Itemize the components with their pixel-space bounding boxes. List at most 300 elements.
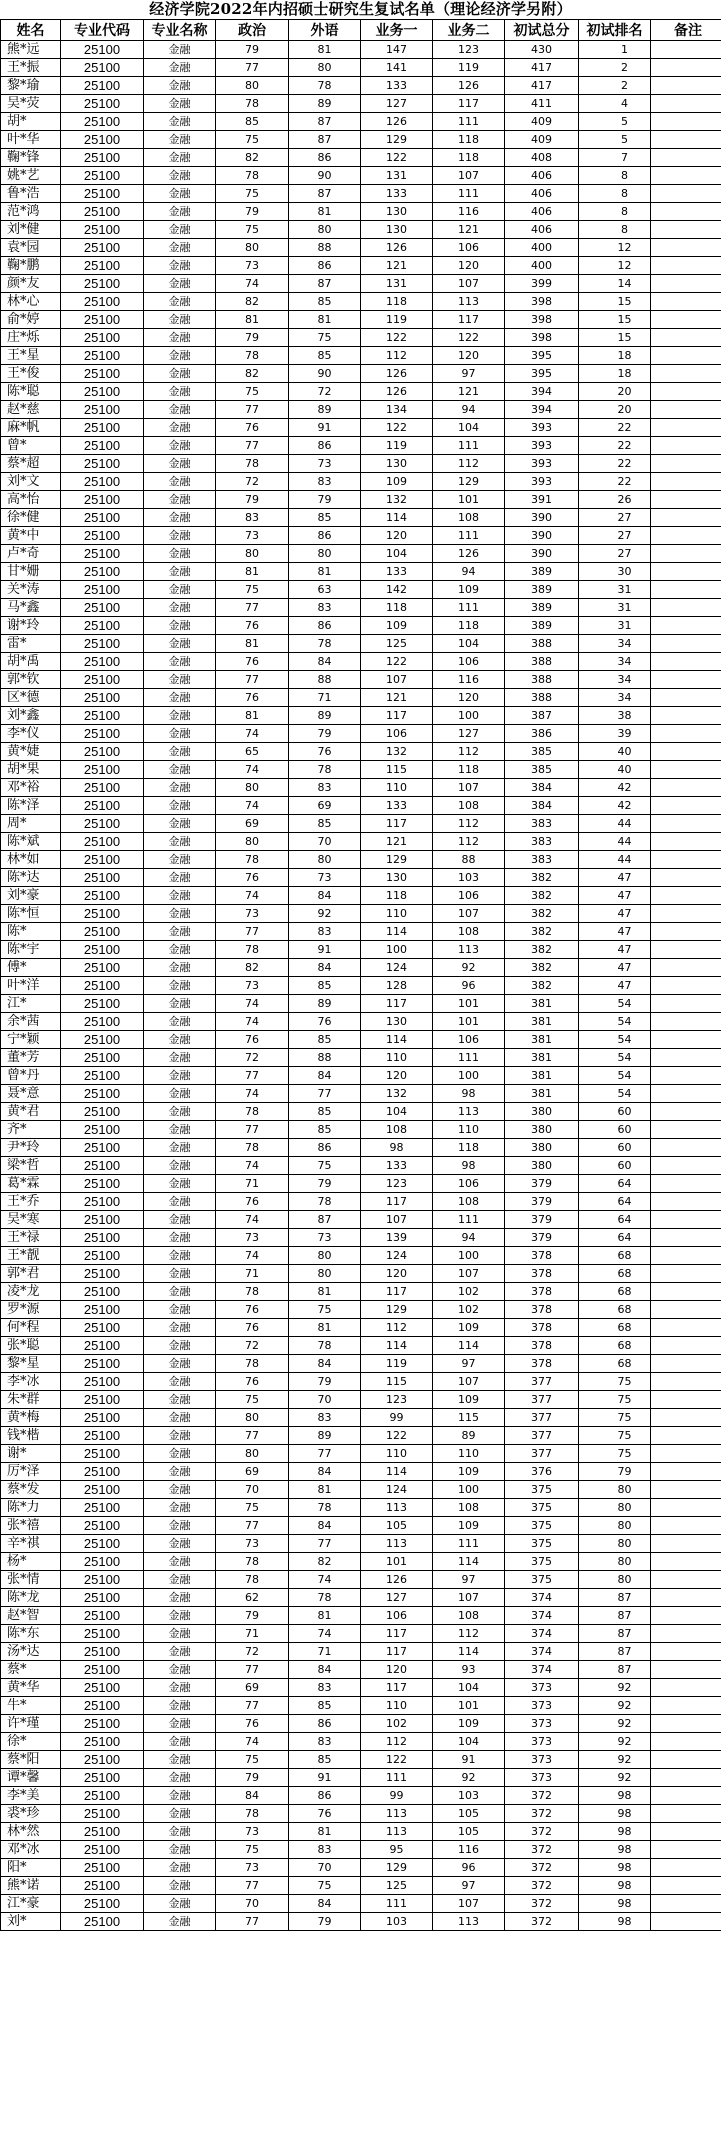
table-row <box>1 1373 721 1391</box>
major-code-cell: 25100 <box>61 401 144 419</box>
name-cell: 余*茜 <box>1 1013 61 1031</box>
politics-cell: 65 <box>216 743 289 761</box>
total-score-cell: 373 <box>505 1751 579 1769</box>
major-name-cell: 金融 <box>144 1895 216 1913</box>
major-code-cell: 25100 <box>61 1211 144 1229</box>
politics-cell: 79 <box>216 1769 289 1787</box>
subject-two-cell: 98 <box>433 1157 505 1175</box>
total-score-cell: 372 <box>505 1805 579 1823</box>
remarks-cell <box>651 1319 721 1337</box>
foreign-language-cell: 79 <box>289 1913 361 1931</box>
major-code-cell: 25100 <box>61 1121 144 1139</box>
total-score-cell: 382 <box>505 887 579 905</box>
subject-one-cell: 117 <box>361 1643 433 1661</box>
major-code-cell: 25100 <box>61 1157 144 1175</box>
total-score-cell: 372 <box>505 1913 579 1931</box>
total-score-cell: 382 <box>505 959 579 977</box>
remarks-cell <box>651 383 721 401</box>
subject-one-cell: 122 <box>361 1427 433 1445</box>
table-row <box>1 653 721 671</box>
total-score-cell: 373 <box>505 1733 579 1751</box>
major-name-cell: 金融 <box>144 1247 216 1265</box>
major-name-cell: 金融 <box>144 599 216 617</box>
total-score-cell: 393 <box>505 437 579 455</box>
major-code-cell: 25100 <box>61 1409 144 1427</box>
subject-one-cell: 112 <box>361 347 433 365</box>
rank-cell: 92 <box>579 1715 651 1733</box>
rank-cell: 87 <box>579 1661 651 1679</box>
name-cell: 鞠*锋 <box>1 149 61 167</box>
total-score-cell: 381 <box>505 1085 579 1103</box>
major-code-cell: 25100 <box>61 1229 144 1247</box>
major-name-cell: 金融 <box>144 95 216 113</box>
name-cell: 黎*星 <box>1 1355 61 1373</box>
rank-cell: 98 <box>579 1841 651 1859</box>
rank-cell: 92 <box>579 1697 651 1715</box>
subject-one-cell: 115 <box>361 761 433 779</box>
remarks-cell <box>651 257 721 275</box>
rank-cell: 80 <box>579 1553 651 1571</box>
rank-cell: 1 <box>579 41 651 59</box>
total-score-cell: 379 <box>505 1193 579 1211</box>
name-cell: 刘*健 <box>1 221 61 239</box>
politics-cell: 74 <box>216 275 289 293</box>
name-cell: 辛*祺 <box>1 1535 61 1553</box>
subject-two-cell: 110 <box>433 1121 505 1139</box>
rank-cell: 39 <box>579 725 651 743</box>
table-row <box>1 1355 721 1373</box>
foreign-language-cell: 76 <box>289 1805 361 1823</box>
rank-cell: 8 <box>579 221 651 239</box>
foreign-language-cell: 84 <box>289 1895 361 1913</box>
subject-two-cell: 115 <box>433 1409 505 1427</box>
remarks-cell <box>651 365 721 383</box>
major-name-cell: 金融 <box>144 1553 216 1571</box>
total-score-cell: 409 <box>505 113 579 131</box>
major-code-cell: 25100 <box>61 707 144 725</box>
major-code-cell: 25100 <box>61 1589 144 1607</box>
rank-cell: 2 <box>579 59 651 77</box>
name-cell: 朱*群 <box>1 1391 61 1409</box>
subject-two-cell: 126 <box>433 77 505 95</box>
subject-one-cell: 103 <box>361 1913 433 1931</box>
subject-one-cell: 121 <box>361 257 433 275</box>
remarks-cell <box>651 1229 721 1247</box>
rank-cell: 47 <box>579 959 651 977</box>
remarks-cell <box>651 995 721 1013</box>
table-row <box>1 1265 721 1283</box>
name-cell: 罗*源 <box>1 1301 61 1319</box>
politics-cell: 80 <box>216 1445 289 1463</box>
politics-cell: 75 <box>216 1751 289 1769</box>
subject-one-cell: 110 <box>361 1697 433 1715</box>
subject-two-cell: 101 <box>433 995 505 1013</box>
name-cell: 吴*寒 <box>1 1211 61 1229</box>
major-name-cell: 金融 <box>144 1787 216 1805</box>
subject-one-cell: 139 <box>361 1229 433 1247</box>
rank-cell: 31 <box>579 581 651 599</box>
politics-cell: 78 <box>216 941 289 959</box>
foreign-language-cell: 83 <box>289 1409 361 1427</box>
politics-cell: 74 <box>216 1085 289 1103</box>
subject-two-cell: 103 <box>433 1787 505 1805</box>
subject-one-cell: 111 <box>361 1895 433 1913</box>
table-row <box>1 1697 721 1715</box>
major-name-cell: 金融 <box>144 1355 216 1373</box>
rank-cell: 8 <box>579 203 651 221</box>
table-row <box>1 275 721 293</box>
total-score-cell: 381 <box>505 1031 579 1049</box>
subject-two-cell: 108 <box>433 1193 505 1211</box>
foreign-language-cell: 77 <box>289 1085 361 1103</box>
name-cell: 陈*东 <box>1 1625 61 1643</box>
major-name-cell: 金融 <box>144 995 216 1013</box>
table-row <box>1 203 721 221</box>
major-code-cell: 25100 <box>61 1625 144 1643</box>
subject-one-cell: 123 <box>361 1175 433 1193</box>
foreign-language-cell: 92 <box>289 905 361 923</box>
total-score-cell: 376 <box>505 1463 579 1481</box>
major-name-cell: 金融 <box>144 707 216 725</box>
politics-cell: 82 <box>216 365 289 383</box>
major-name-cell: 金融 <box>144 1571 216 1589</box>
major-code-cell: 25100 <box>61 1355 144 1373</box>
rank-cell: 98 <box>579 1913 651 1931</box>
name-cell: 刘*文 <box>1 473 61 491</box>
major-name-cell: 金融 <box>144 1823 216 1841</box>
politics-cell: 72 <box>216 473 289 491</box>
rank-cell: 47 <box>579 977 651 995</box>
major-name-cell: 金融 <box>144 1121 216 1139</box>
name-cell: 蔡*超 <box>1 455 61 473</box>
name-cell: 黄*君 <box>1 1103 61 1121</box>
major-name-cell: 金融 <box>144 1841 216 1859</box>
major-code-cell: 25100 <box>61 1247 144 1265</box>
table-row <box>1 725 721 743</box>
politics-cell: 78 <box>216 1355 289 1373</box>
foreign-language-cell: 87 <box>289 185 361 203</box>
remarks-cell <box>651 1859 721 1877</box>
header-foreign-language: 外语 <box>289 20 361 41</box>
rank-cell: 4 <box>579 95 651 113</box>
total-score-cell: 382 <box>505 905 579 923</box>
subject-two-cell: 101 <box>433 1013 505 1031</box>
foreign-language-cell: 89 <box>289 401 361 419</box>
total-score-cell: 395 <box>505 365 579 383</box>
total-score-cell: 380 <box>505 1121 579 1139</box>
foreign-language-cell: 69 <box>289 797 361 815</box>
subject-two-cell: 94 <box>433 563 505 581</box>
politics-cell: 75 <box>216 581 289 599</box>
table-row <box>1 1229 721 1247</box>
total-score-cell: 372 <box>505 1841 579 1859</box>
subject-two-cell: 117 <box>433 311 505 329</box>
name-cell: 黄*婕 <box>1 743 61 761</box>
total-score-cell: 372 <box>505 1823 579 1841</box>
remarks-cell <box>651 1481 721 1499</box>
major-name-cell: 金融 <box>144 1265 216 1283</box>
table-row <box>1 1715 721 1733</box>
total-score-cell: 406 <box>505 203 579 221</box>
politics-cell: 77 <box>216 1427 289 1445</box>
subject-one-cell: 122 <box>361 329 433 347</box>
rank-cell: 98 <box>579 1895 651 1913</box>
subject-two-cell: 105 <box>433 1805 505 1823</box>
total-score-cell: 378 <box>505 1355 579 1373</box>
foreign-language-cell: 88 <box>289 1049 361 1067</box>
total-score-cell: 372 <box>505 1895 579 1913</box>
foreign-language-cell: 80 <box>289 545 361 563</box>
rank-cell: 64 <box>579 1229 651 1247</box>
foreign-language-cell: 84 <box>289 1355 361 1373</box>
rank-cell: 34 <box>579 635 651 653</box>
name-cell: 徐*健 <box>1 509 61 527</box>
subject-one-cell: 113 <box>361 1499 433 1517</box>
subject-one-cell: 111 <box>361 1769 433 1787</box>
name-cell: 黄*梅 <box>1 1409 61 1427</box>
table-row <box>1 1193 721 1211</box>
table-row <box>1 887 721 905</box>
subject-one-cell: 129 <box>361 131 433 149</box>
name-cell: 陈*宇 <box>1 941 61 959</box>
politics-cell: 72 <box>216 1049 289 1067</box>
foreign-language-cell: 81 <box>289 1481 361 1499</box>
remarks-cell <box>651 221 721 239</box>
table-row <box>1 1517 721 1535</box>
table-row <box>1 1031 721 1049</box>
name-cell: 俞*婷 <box>1 311 61 329</box>
table-row <box>1 1553 721 1571</box>
table-row <box>1 239 721 257</box>
politics-cell: 77 <box>216 437 289 455</box>
name-cell: 李*仪 <box>1 725 61 743</box>
table-row <box>1 1391 721 1409</box>
politics-cell: 76 <box>216 419 289 437</box>
name-cell: 黄*中 <box>1 527 61 545</box>
politics-cell: 81 <box>216 635 289 653</box>
major-code-cell: 25100 <box>61 95 144 113</box>
major-name-cell: 金融 <box>144 1805 216 1823</box>
major-code-cell: 25100 <box>61 563 144 581</box>
major-code-cell: 25100 <box>61 1463 144 1481</box>
foreign-language-cell: 89 <box>289 95 361 113</box>
major-name-cell: 金融 <box>144 1139 216 1157</box>
rank-cell: 60 <box>579 1121 651 1139</box>
name-cell: 麻*帆 <box>1 419 61 437</box>
subject-one-cell: 127 <box>361 95 433 113</box>
major-code-cell: 25100 <box>61 653 144 671</box>
total-score-cell: 377 <box>505 1373 579 1391</box>
rank-cell: 26 <box>579 491 651 509</box>
name-cell: 林*然 <box>1 1823 61 1841</box>
politics-cell: 76 <box>216 1193 289 1211</box>
rank-cell: 75 <box>579 1373 651 1391</box>
name-cell: 庄*烁 <box>1 329 61 347</box>
name-cell: 熊*远 <box>1 41 61 59</box>
table-row <box>1 1175 721 1193</box>
name-cell: 钱*楷 <box>1 1427 61 1445</box>
table-row <box>1 347 721 365</box>
rank-cell: 80 <box>579 1481 651 1499</box>
total-score-cell: 390 <box>505 509 579 527</box>
rank-cell: 87 <box>579 1625 651 1643</box>
remarks-cell <box>651 1427 721 1445</box>
remarks-cell <box>651 1211 721 1229</box>
subject-two-cell: 118 <box>433 131 505 149</box>
table-row <box>1 671 721 689</box>
major-name-cell: 金融 <box>144 797 216 815</box>
remarks-cell <box>651 1085 721 1103</box>
foreign-language-cell: 91 <box>289 419 361 437</box>
subject-two-cell: 98 <box>433 1085 505 1103</box>
major-code-cell: 25100 <box>61 1139 144 1157</box>
major-name-cell: 金融 <box>144 1481 216 1499</box>
subject-two-cell: 106 <box>433 1031 505 1049</box>
major-name-cell: 金融 <box>144 77 216 95</box>
table-row <box>1 1535 721 1553</box>
remarks-cell <box>651 563 721 581</box>
major-code-cell: 25100 <box>61 1679 144 1697</box>
rank-cell: 54 <box>579 1067 651 1085</box>
name-cell: 鞠*鹏 <box>1 257 61 275</box>
table-row <box>1 311 721 329</box>
subject-two-cell: 106 <box>433 239 505 257</box>
table-row <box>1 1733 721 1751</box>
major-code-cell: 25100 <box>61 1373 144 1391</box>
remarks-cell <box>651 293 721 311</box>
major-code-cell: 25100 <box>61 1571 144 1589</box>
remarks-cell <box>651 545 721 563</box>
rank-cell: 68 <box>579 1355 651 1373</box>
rank-cell: 8 <box>579 185 651 203</box>
name-cell: 林*心 <box>1 293 61 311</box>
name-cell: 杨* <box>1 1553 61 1571</box>
table-row <box>1 1301 721 1319</box>
major-name-cell: 金融 <box>144 113 216 131</box>
major-name-cell: 金融 <box>144 1229 216 1247</box>
subject-one-cell: 117 <box>361 1679 433 1697</box>
major-name-cell: 金融 <box>144 419 216 437</box>
subject-one-cell: 105 <box>361 1517 433 1535</box>
politics-cell: 74 <box>216 1013 289 1031</box>
name-cell: 江* <box>1 995 61 1013</box>
subject-one-cell: 132 <box>361 1085 433 1103</box>
table-row <box>1 995 721 1013</box>
politics-cell: 77 <box>216 1517 289 1535</box>
total-score-cell: 381 <box>505 1049 579 1067</box>
politics-cell: 84 <box>216 1787 289 1805</box>
major-name-cell: 金融 <box>144 815 216 833</box>
total-score-cell: 375 <box>505 1553 579 1571</box>
table-row <box>1 617 721 635</box>
subject-two-cell: 97 <box>433 365 505 383</box>
major-code-cell: 25100 <box>61 887 144 905</box>
subject-one-cell: 110 <box>361 1445 433 1463</box>
subject-two-cell: 120 <box>433 257 505 275</box>
remarks-cell <box>651 1175 721 1193</box>
politics-cell: 78 <box>216 95 289 113</box>
major-code-cell: 25100 <box>61 203 144 221</box>
foreign-language-cell: 88 <box>289 671 361 689</box>
foreign-language-cell: 81 <box>289 1607 361 1625</box>
header-major-name: 专业名称 <box>144 20 216 41</box>
subject-one-cell: 121 <box>361 689 433 707</box>
remarks-cell <box>651 761 721 779</box>
name-cell: 刘* <box>1 1913 61 1931</box>
politics-cell: 70 <box>216 1895 289 1913</box>
major-code-cell: 25100 <box>61 1085 144 1103</box>
major-code-cell: 25100 <box>61 329 144 347</box>
total-score-cell: 417 <box>505 59 579 77</box>
subject-one-cell: 129 <box>361 1859 433 1877</box>
total-score-cell: 394 <box>505 383 579 401</box>
remarks-cell <box>651 707 721 725</box>
rank-cell: 68 <box>579 1319 651 1337</box>
politics-cell: 72 <box>216 1643 289 1661</box>
table-row <box>1 689 721 707</box>
remarks-cell <box>651 491 721 509</box>
subject-two-cell: 97 <box>433 1571 505 1589</box>
rank-cell: 54 <box>579 1013 651 1031</box>
major-name-cell: 金融 <box>144 149 216 167</box>
table-row <box>1 491 721 509</box>
name-cell: 凌*龙 <box>1 1283 61 1301</box>
rank-cell: 31 <box>579 617 651 635</box>
table-row <box>1 1607 721 1625</box>
major-code-cell: 25100 <box>61 1643 144 1661</box>
subject-two-cell: 104 <box>433 1679 505 1697</box>
rank-cell: 80 <box>579 1499 651 1517</box>
foreign-language-cell: 84 <box>289 887 361 905</box>
total-score-cell: 378 <box>505 1337 579 1355</box>
foreign-language-cell: 79 <box>289 725 361 743</box>
major-code-cell: 25100 <box>61 383 144 401</box>
total-score-cell: 378 <box>505 1247 579 1265</box>
major-name-cell: 金融 <box>144 1697 216 1715</box>
table-row <box>1 1895 721 1913</box>
rank-cell: 18 <box>579 347 651 365</box>
remarks-cell <box>651 815 721 833</box>
table-row <box>1 1247 721 1265</box>
major-name-cell: 金融 <box>144 851 216 869</box>
subject-two-cell: 106 <box>433 653 505 671</box>
foreign-language-cell: 78 <box>289 761 361 779</box>
name-cell: 陈*达 <box>1 869 61 887</box>
major-name-cell: 金融 <box>144 833 216 851</box>
remarks-cell <box>651 1787 721 1805</box>
major-name-cell: 金融 <box>144 869 216 887</box>
politics-cell: 73 <box>216 1535 289 1553</box>
header-row <box>1 20 721 41</box>
foreign-language-cell: 86 <box>289 257 361 275</box>
foreign-language-cell: 78 <box>289 1337 361 1355</box>
subject-one-cell: 99 <box>361 1787 433 1805</box>
politics-cell: 74 <box>216 1247 289 1265</box>
foreign-language-cell: 83 <box>289 1679 361 1697</box>
politics-cell: 77 <box>216 1067 289 1085</box>
name-cell: 颜*友 <box>1 275 61 293</box>
major-code-cell: 25100 <box>61 1013 144 1031</box>
total-score-cell: 417 <box>505 77 579 95</box>
subject-two-cell: 92 <box>433 959 505 977</box>
name-cell: 许*瑾 <box>1 1715 61 1733</box>
remarks-cell <box>651 743 721 761</box>
major-name-cell: 金融 <box>144 1589 216 1607</box>
rank-cell: 68 <box>579 1265 651 1283</box>
major-code-cell: 25100 <box>61 185 144 203</box>
table-row <box>1 149 721 167</box>
total-score-cell: 381 <box>505 1067 579 1085</box>
